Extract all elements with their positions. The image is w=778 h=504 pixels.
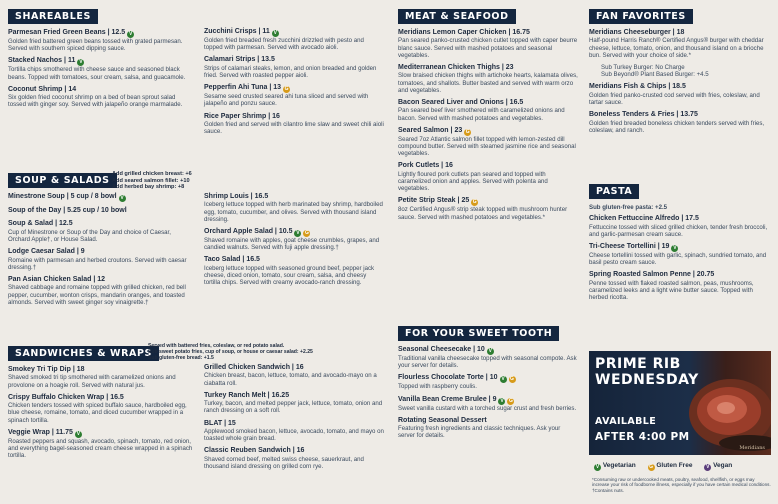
menu-item-description: Six golden fried coconut shrimp on a bed of bean sprout salad tossed with ginger soy. Served with jalapeño orange marmalade. bbox=[8, 94, 183, 109]
prime-rib-promo bbox=[589, 351, 771, 455]
menu-item-price: 15 bbox=[228, 419, 236, 427]
price-separator: | bbox=[91, 276, 98, 284]
price-separator: | bbox=[486, 395, 493, 403]
menu-item-description: Shaved smoked tri tip smothered with caramelized onions and provolone on a hoagie roll. Served with natural jus. bbox=[8, 374, 176, 389]
price-separator: | bbox=[61, 207, 68, 214]
menu-item-title bbox=[398, 197, 578, 206]
menu-item-title bbox=[8, 220, 194, 228]
price-separator: | bbox=[64, 193, 71, 200]
menu-item-name: Minestrone Soup bbox=[8, 193, 65, 200]
sandwiches-left bbox=[8, 343, 194, 464]
menu-item-name: Bacon Seared Liver and Onions bbox=[398, 99, 504, 107]
menu-item-title bbox=[204, 447, 384, 455]
menu-item-name: Meridians Fish & Chips bbox=[589, 83, 667, 91]
menu-item-price: 11 bbox=[67, 57, 76, 65]
meat-seafood-header: MEAT & SEAFOOD bbox=[398, 9, 516, 24]
menu-item-price: 16 bbox=[295, 364, 304, 371]
menu-item-price: 20.75 bbox=[696, 271, 715, 279]
vegan-icon: V bbox=[706, 464, 710, 470]
price-separator: | bbox=[53, 220, 59, 228]
gluten-free-icon: G bbox=[649, 464, 653, 470]
menu-item bbox=[204, 364, 384, 387]
menu-item-description: Iceberg lettuce topped with seasoned ground beef, pepper jack cheese, diced onion, tomato, sour cream, salsa, and cheesy tortilla chips. Served with creamy avocado-ranch dressing. bbox=[204, 264, 375, 287]
menu-item-price: 13.5 bbox=[261, 56, 275, 64]
menu-item-name: Pepperfin Ahi Tuna bbox=[204, 84, 268, 92]
menu-item-price: 10.5 bbox=[278, 228, 293, 236]
menu-item-description: Shaved corned beef, melted swiss cheese, sauerkraut, and thousand island dressing on grilled corn rye. bbox=[204, 455, 364, 471]
price-separator: | bbox=[255, 56, 262, 64]
price-separator: | bbox=[679, 215, 686, 223]
price-separator: | bbox=[265, 391, 272, 399]
gluten-free-icon: G bbox=[305, 230, 309, 237]
menu-item bbox=[8, 276, 194, 306]
menu-item-description: Pan seared panko-crusted chicken cutlet topped with caper beurre blanc sauce. Served with mashed potatoes and seasonal vegetables. bbox=[398, 37, 578, 59]
menu-item-name: Stacked Nachos bbox=[8, 57, 63, 65]
pasta bbox=[589, 181, 771, 306]
promo-line2: WEDNESDAY bbox=[595, 372, 699, 388]
vegetarian-icon: V bbox=[673, 245, 677, 252]
menu-item-title bbox=[8, 366, 194, 374]
menu-item bbox=[204, 193, 384, 223]
shareables-right bbox=[204, 28, 384, 140]
menu-item-price: 23 bbox=[454, 126, 463, 134]
price-separator: | bbox=[104, 393, 111, 401]
vegetarian-icon: V bbox=[488, 348, 492, 354]
menu-item bbox=[8, 86, 194, 109]
menu-item-title bbox=[398, 99, 578, 107]
menu-item-title bbox=[398, 396, 578, 405]
menu-item-price: 16.5 bbox=[110, 393, 124, 401]
menu-item-price: 19 bbox=[661, 243, 670, 251]
menu-item-name: Orchard Apple Salad bbox=[204, 228, 273, 236]
price-separator: | bbox=[290, 447, 297, 455]
menu-item bbox=[398, 396, 578, 412]
gluten-free-icon: G bbox=[284, 86, 289, 93]
sweet-tooth-header: FOR YOUR SWEET TOOTH bbox=[398, 326, 559, 341]
menu-item-title bbox=[589, 83, 771, 91]
menu-item bbox=[204, 28, 384, 51]
menu-item-name: Vanilla Bean Creme Brulee bbox=[398, 395, 487, 403]
menu-item-title bbox=[8, 394, 194, 402]
price-separator: | bbox=[240, 256, 247, 264]
menu-item-price: 13 bbox=[273, 84, 282, 92]
menu-item-description: Sesame seed crusted seared ahi tuna sliced and served with jalapeño and ponzu sauce. bbox=[204, 93, 369, 108]
menu-item-name: Lodge Caesar Salad bbox=[8, 248, 75, 256]
menu-item bbox=[8, 394, 194, 424]
menu-item-name: Petite Strip Steak bbox=[398, 197, 456, 205]
menu-item bbox=[8, 193, 194, 202]
menu-item-name: Shrimp Louis bbox=[204, 193, 249, 200]
legend-vegetarian: Vegetarian bbox=[602, 462, 636, 469]
price-separator: | bbox=[655, 243, 662, 251]
menu-item-name: Crispy Buffalo Chicken Wrap bbox=[8, 393, 105, 401]
menu-item-price: 9 bbox=[80, 248, 85, 256]
menu-item-price: 11.75 bbox=[55, 428, 73, 436]
menu-item-name: Calamari Strips bbox=[204, 56, 256, 64]
vegetarian-icon: V bbox=[501, 376, 505, 383]
menu-item-name: Smokey Tri Tip Dip bbox=[8, 366, 71, 373]
menu-item bbox=[398, 64, 578, 94]
menu-item-description: Half-pound Harris Ranch® Certified Angus® burger with cheddar cheese, lettuce, tomato, onion, and thousand island on a brioche bun. Served with your choice of side.* bbox=[589, 37, 764, 59]
menu-item bbox=[204, 447, 384, 470]
menu-item bbox=[8, 366, 194, 389]
menu-item bbox=[589, 111, 771, 134]
menu-item-price: 16.5 bbox=[509, 99, 524, 107]
price-separator: | bbox=[448, 126, 455, 134]
menu-item-description: Roasted peppers and squash, avocado, spinach, tomato, red onion, and everything bagel-seasoned cream cheese wrapped in a spinach tortilla. bbox=[8, 437, 193, 460]
menu-item-title bbox=[204, 193, 384, 201]
menu-item-title bbox=[398, 127, 578, 136]
menu-item-price: 11 bbox=[262, 28, 270, 35]
menu-item-title bbox=[204, 84, 384, 93]
menu-item-price: 16 bbox=[272, 112, 280, 120]
menu-item-description: Pan seared beef liver smothered with caramelized onions and bacon. Served with mashed potatoes and vegetables. bbox=[398, 107, 565, 122]
meat-seafood bbox=[398, 6, 578, 226]
menu-item-name: Soup & Salad bbox=[8, 220, 54, 228]
menu-item-description: Chicken tenders tossed with spiced buffalo sauce, hardboiled egg, blue cheese, romaine, tomato, and diced cucumber wrapped in a spinach tortilla. bbox=[8, 402, 187, 424]
sandwiches-header: SANDWICHES & WRAPS bbox=[8, 346, 159, 361]
soup-addons-note: Add grilled chicken breast: +6 Add seared salmon fillet: +10 Add herbed bay shrimp: +8 bbox=[112, 171, 192, 191]
shareables-left bbox=[8, 6, 194, 114]
menu-item-title bbox=[204, 113, 384, 121]
menu-item bbox=[589, 83, 771, 106]
menu-item-title bbox=[8, 29, 194, 38]
menu-item-description: Cheese tortellini tossed with garlic, spinach, sundried tomato, and basil pesto cream sauce. bbox=[589, 252, 767, 267]
menu-item-title bbox=[204, 228, 384, 237]
price-separator: | bbox=[506, 29, 513, 36]
menu-item-description: Shaved cabbage and romaine topped with grilled chicken, red bell pepper, cucumber, wonton crisps, mandarin oranges, and toasted almonds. Served with sweet ginger soy vinaigrette.† bbox=[8, 284, 186, 306]
menu-item-name: Mediterranean Chicken Thighs bbox=[398, 64, 500, 72]
price-separator: | bbox=[105, 29, 112, 36]
menu-item-description: Golden fried panko-crusted cod served with fries, coleslaw, and tartar sauce. bbox=[589, 91, 760, 107]
vegetarian-icon: V bbox=[273, 30, 277, 36]
menu-item-description: Cup of Minestrone or Soup of the Day and choice of Caesar, Orchard Apple†, or House Salad. bbox=[8, 228, 171, 244]
menu-item-description: Applewood smoked bacon, lettuce, avocado, tomato, and mayo on toasted whole grain bread. bbox=[204, 428, 384, 443]
price-separator: | bbox=[690, 271, 697, 279]
menu-item-name: Flourless Chocolate Torte bbox=[398, 374, 484, 382]
vegetarian-icon: V bbox=[296, 230, 300, 237]
menu-item-name: Meridians Cheeseburger bbox=[589, 29, 671, 36]
menu-item-name: Boneless Tenders & Fries bbox=[589, 111, 675, 119]
menu-item-title bbox=[204, 28, 384, 37]
menu-item-price: 14 bbox=[68, 85, 77, 93]
menu-item-price: 16 bbox=[445, 162, 453, 170]
menu-item-title bbox=[204, 56, 384, 64]
menu-item-description: Golden fried breaded boneless chicken tenders served with fries, coleslaw, and ranch. bbox=[589, 119, 765, 134]
menu-item bbox=[204, 256, 384, 286]
menu-item-price: 18 bbox=[676, 29, 685, 36]
menu-item-description: Turkey, bacon, and melted pepper jack, lettuce, tomato, onion and ranch dressing on a soft roll. bbox=[204, 400, 383, 415]
menu-item bbox=[204, 392, 384, 415]
legend-vegan: Vegan bbox=[713, 462, 733, 469]
vegetarian-icon: V bbox=[79, 59, 83, 66]
menu-item-price: 17.5 bbox=[685, 215, 699, 223]
menu-item-title bbox=[398, 346, 578, 355]
menu-item bbox=[398, 29, 578, 59]
soup-salads-left bbox=[8, 170, 194, 311]
menu-item-name: Veggie Wrap bbox=[8, 428, 50, 436]
menu-item-title bbox=[8, 86, 194, 94]
menu-item bbox=[8, 29, 194, 52]
menu-item-title bbox=[8, 207, 194, 215]
menu-item-description: Iceberg lettuce topped with herb marinated bay shrimp, hardboiled egg, tomato, cucumber, and olives. Served with thousand island dressing. bbox=[204, 201, 383, 223]
menu-item bbox=[589, 271, 771, 301]
menu-item-price: 18.5 bbox=[672, 83, 686, 91]
menu-item-name: Classic Reuben Sandwich bbox=[204, 447, 291, 455]
menu-item bbox=[204, 420, 384, 443]
menu-item-price: 16 bbox=[296, 447, 305, 455]
menu-item bbox=[589, 29, 771, 59]
menu-item-title bbox=[398, 162, 578, 170]
menu-item bbox=[204, 56, 384, 79]
promo-time: AFTER 4:00 PM bbox=[595, 431, 690, 443]
menu-item bbox=[398, 197, 578, 220]
price-separator: | bbox=[666, 83, 673, 91]
price-separator: | bbox=[266, 112, 273, 120]
menu-item-description: 8oz Certified Angus® strip steak topped with mushroom hunter sauce. Served with mashed potatoes and vegetables.* bbox=[398, 206, 568, 221]
sandwiches-note: Served with battered fries, coleslaw, or red potato salad. Sub sweet potato fries, cup of soup, or house or caesar salad: +2.25 Sub gluten-free bread: +1.5 bbox=[148, 343, 313, 361]
price-separator: | bbox=[439, 162, 446, 170]
menu-item-title bbox=[398, 374, 578, 383]
menu-item-name: Grilled Chicken Sandwich bbox=[204, 364, 290, 371]
menu-item-name: Soup of the Day bbox=[8, 207, 62, 214]
menu-item bbox=[589, 243, 771, 266]
menu-item-price: 5.25 cup / 10 bowl bbox=[67, 207, 127, 214]
menu-item-price: 16.5 bbox=[246, 256, 260, 264]
menu-item-description: Shaved romaine with apples, goat cheese crumbles, grapes, and candied walnuts. Served with fuji apple dressing.† bbox=[204, 237, 380, 252]
pasta-header: PASTA bbox=[589, 184, 639, 199]
menu-item-price: 9 bbox=[492, 395, 497, 403]
price-separator: | bbox=[499, 64, 506, 72]
menu-item bbox=[204, 228, 384, 251]
menu-item bbox=[8, 57, 194, 80]
menu-item bbox=[589, 64, 771, 78]
menu-item-name: Turkey Ranch Melt bbox=[204, 391, 266, 399]
menu-item-name: Chicken Fettuccine Alfredo bbox=[589, 215, 680, 223]
sweet-tooth bbox=[398, 323, 578, 445]
promo-available: AVAILABLE bbox=[595, 416, 657, 427]
menu-item-name: Parmesan Fried Green Beans bbox=[8, 29, 106, 36]
menu-item bbox=[204, 113, 384, 136]
menu-item-name: Seasonal Cheesecake bbox=[398, 346, 472, 353]
menu-item-description: Golden fried breaded fresh zucchini drizzled with pesto and topped with parmesan. Served with avocado aioli. bbox=[204, 37, 364, 52]
menu-item-description: Golden fried and served with cilantro lime slaw and sweet chili aioli sauce. bbox=[204, 121, 384, 136]
menu-item-title bbox=[589, 271, 771, 279]
promo-signature: Meridians bbox=[739, 445, 765, 451]
menu-item-name: BLAT bbox=[204, 419, 223, 427]
disclaimer: *Consuming raw or undercooked meats, poultry, seafood, shellfish, or eggs may increase your risk of foodborne illness, especially if you have certain medical conditions. †Contains nuts. bbox=[592, 477, 771, 493]
price-separator: | bbox=[272, 228, 279, 236]
menu-item bbox=[398, 99, 578, 122]
menu-item bbox=[589, 215, 771, 238]
menu-item-description: Sweet vanilla custard with a torched sugar crust and fresh berries. bbox=[398, 404, 577, 412]
menu-item-price: 12.5 bbox=[111, 29, 126, 36]
menu-item bbox=[8, 429, 194, 460]
soup-salads-right bbox=[204, 193, 384, 291]
menu-item-price: 18 bbox=[76, 366, 85, 373]
menu-item bbox=[398, 346, 578, 369]
menu-item-description: Romaine with parmesan and herbed croutons. Served with caesar dressing.† bbox=[8, 256, 187, 271]
price-separator: | bbox=[248, 193, 255, 200]
menu-item-title bbox=[8, 248, 194, 256]
menu-item-price: 13.75 bbox=[680, 111, 698, 119]
menu-item-name: Taco Salad bbox=[204, 256, 241, 264]
menu-item bbox=[398, 417, 578, 440]
price-separator: | bbox=[503, 99, 510, 107]
menu-item-price: 16.75 bbox=[512, 29, 530, 36]
menu-item-description: Chicken breast, bacon, lettuce, tomato, and avocado-mayo on a ciabatta roll. bbox=[204, 372, 377, 387]
menu-item-title bbox=[8, 193, 194, 202]
menu-item-description: Topped with raspberry coulis. bbox=[398, 383, 477, 391]
menu-item-name: Zucchini Crisps bbox=[204, 28, 257, 35]
menu-item-name: Tri-Cheese Tortellini bbox=[589, 243, 656, 251]
menu-item bbox=[8, 248, 194, 271]
menu-item-price: 23 bbox=[505, 64, 514, 72]
menu-item-title bbox=[204, 256, 384, 264]
menu-item-price: 12.5 bbox=[58, 220, 73, 228]
menu-item-description: Golden fried battered green beans tossed with grated parmesan. Served with southern spiced dipping sauce. bbox=[8, 38, 183, 53]
gluten-free-icon: G bbox=[510, 376, 514, 383]
menu-item-price: 10 bbox=[489, 374, 498, 382]
menu-item-name: Meridians Lemon Caper Chicken bbox=[398, 29, 507, 36]
menu-item bbox=[398, 127, 578, 158]
menu-item-title bbox=[204, 364, 384, 372]
fan-favorites bbox=[589, 6, 771, 139]
menu-item-price: 5 cup / 8 bowl bbox=[70, 193, 117, 200]
menu-item-name: Rotating Seasonal Dessert bbox=[398, 416, 487, 424]
menu-item-name: Pork Cutlets bbox=[398, 162, 440, 170]
gluten-free-icon: G bbox=[472, 199, 477, 206]
menu-item-description: Lightly floured pork cutlets pan seared and topped with caramelized onion and apples. Served with polenta and vegetables. bbox=[398, 170, 548, 193]
price-separator: | bbox=[70, 366, 77, 373]
menu-item-title bbox=[398, 417, 578, 425]
menu-item-title bbox=[589, 243, 771, 252]
menu-item-title bbox=[8, 429, 194, 438]
price-separator: | bbox=[222, 419, 229, 427]
vegetarian-icon: V bbox=[500, 397, 504, 404]
menu-item bbox=[398, 374, 578, 390]
menu-item bbox=[8, 220, 194, 243]
menu-item-description: Fettuccine tossed with sliced grilled chicken, tender fresh broccoli, and garlic-parmesan cream sauce. bbox=[589, 223, 768, 238]
menu-item-description: Strips of calamari steaks, lemon, and onion breaded and golden fried. Served with roasted pepper aioli. bbox=[204, 64, 377, 80]
menu-item-title bbox=[589, 29, 771, 37]
price-separator: | bbox=[62, 85, 69, 93]
price-separator: | bbox=[471, 346, 478, 353]
fan-favorites-header: FAN FAVORITES bbox=[589, 9, 693, 24]
price-separator: | bbox=[267, 84, 274, 92]
menu-item-title bbox=[204, 392, 384, 400]
price-separator: | bbox=[670, 29, 677, 36]
menu-item-description: Traditional vanilla cheesecake topped with seasonal compote. Ask your server for details. bbox=[398, 355, 577, 370]
menu-item-description: Penne tossed with flaked roasted salmon, peas, mushrooms, caramelized leeks and a light wine butter sauce. Topped with herbed ricotta. bbox=[589, 279, 754, 302]
menu-item-price: 16.25 bbox=[271, 391, 290, 399]
price-separator: | bbox=[74, 248, 81, 256]
menu-item-title bbox=[589, 111, 771, 119]
menu-item-description: Tortilla chips smothered with cheese sauce and seasoned black beans. Topped with tomatoes, sour cream, salsa, and guacamole. bbox=[8, 66, 186, 81]
dietary-legend bbox=[592, 462, 740, 471]
menu-item-name: Seared Salmon bbox=[398, 126, 449, 134]
menu-item-title bbox=[589, 215, 771, 223]
menu-item-price: 25 bbox=[461, 197, 470, 205]
menu-item-name: Pan Asian Chicken Salad bbox=[8, 276, 92, 284]
menu-item-description: Sub Turkey Burger: No Charge Sub Beyond® Plant Based Burger: +4.5 bbox=[601, 64, 709, 79]
pasta-note: Sub gluten-free pasta: +2.5 bbox=[589, 204, 668, 211]
price-separator: | bbox=[455, 197, 462, 205]
menu-item-title bbox=[8, 276, 194, 284]
menu-item-description: Seared 7oz Atlantic salmon fillet topped with lemon-zested dill compound butter. Served with steamed jasmine rice and seasonal vegetables. bbox=[398, 135, 576, 158]
menu-item bbox=[8, 207, 194, 215]
vegetarian-icon: V bbox=[76, 430, 81, 437]
menu-item bbox=[204, 84, 384, 107]
menu-item-description: Slow braised chicken thighs with artichoke hearts, kalamata olives, tomatoes, and shallots. Butter basted and served with warm orzo and vegetables. bbox=[398, 72, 578, 94]
menu-item-title bbox=[204, 420, 384, 428]
price-separator: | bbox=[49, 428, 56, 436]
menu-item-title bbox=[398, 29, 578, 37]
price-separator: | bbox=[256, 28, 263, 35]
legend-gluten-free: Gluten Free bbox=[656, 462, 693, 469]
vegetarian-icon: V bbox=[128, 31, 133, 37]
menu-item-name: Coconut Shrimp bbox=[8, 85, 63, 93]
menu-item-title bbox=[8, 57, 194, 66]
soup-salads-header: SOUP & SALADS bbox=[8, 173, 117, 188]
menu-item-price: 10 bbox=[477, 346, 485, 353]
menu-item-title bbox=[398, 64, 578, 72]
shareables-header: SHAREABLES bbox=[8, 9, 98, 24]
vegetarian-icon: V bbox=[120, 195, 124, 201]
price-separator: | bbox=[289, 364, 296, 371]
promo-line1: PRIME RIB bbox=[595, 356, 681, 372]
gluten-free-icon: G bbox=[509, 397, 513, 404]
sandwiches-right bbox=[204, 364, 384, 475]
price-separator: | bbox=[62, 57, 68, 65]
price-separator: | bbox=[674, 111, 681, 119]
menu-item-name: Rice Paper Shrimp bbox=[204, 112, 267, 120]
vegetarian-icon: V bbox=[595, 464, 600, 470]
menu-item-name: Spring Roasted Salmon Penne bbox=[589, 271, 691, 279]
menu-item-price: 12 bbox=[97, 276, 106, 284]
menu-item-description: Featuring fresh ingredients and classic techniques. Ask your server for details. bbox=[398, 425, 561, 440]
price-separator: | bbox=[483, 374, 490, 382]
gluten-free-icon: G bbox=[465, 128, 470, 135]
menu-item-price: 16.5 bbox=[254, 193, 269, 200]
menu-item bbox=[398, 162, 578, 192]
